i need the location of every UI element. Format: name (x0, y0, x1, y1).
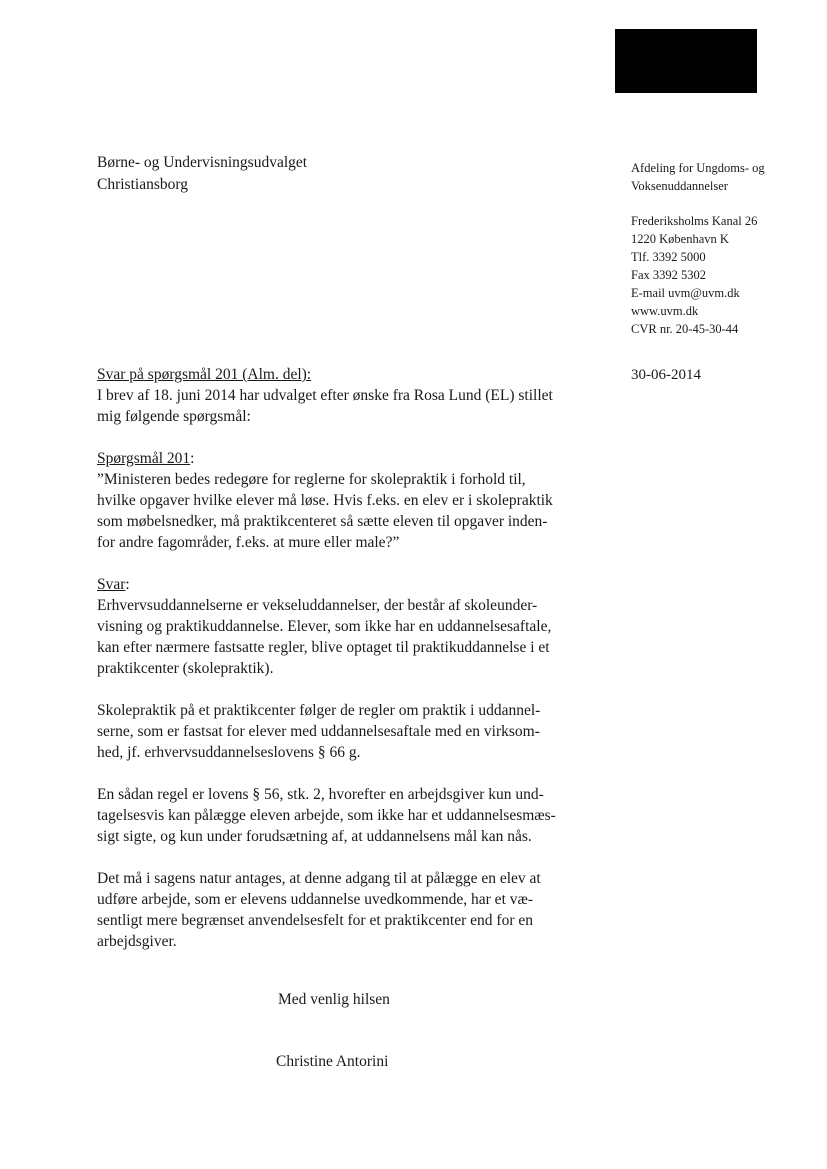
question-label: Spørgsmål 201 (97, 450, 191, 467)
answer-line: serne, som er fastsat for elever med uddannelsesaftale med en virksom- (97, 723, 540, 740)
question-line: for andre fagområder, f.eks. at mure eller male?” (97, 534, 400, 551)
answer-line: tagelsesvis kan pålægge eleven arbejde, som ikke har et uddannelsesmæs- (97, 807, 556, 824)
letter-body (97, 364, 577, 952)
answer-paragraph (97, 868, 577, 952)
answer-paragraph (97, 574, 577, 679)
answer-line: kan efter nærmere fastsatte regler, blive optaget til praktikuddannelse i et (97, 639, 550, 656)
recipient-line: Børne- og Undervisningsudvalget (97, 154, 308, 171)
answer-line: Det må i sagens natur antages, at denne adgang til at pålægge en elev at (97, 870, 541, 887)
answer-line: Erhvervsuddannelserne er vekseluddannelser, der består af skoleunder- (97, 597, 538, 614)
letter-date: 30-06-2014 (631, 367, 701, 383)
answer-line: Skolepraktik på et praktikcenter følger de regler om praktik i uddannel- (97, 702, 541, 719)
sender-department (631, 159, 821, 195)
answer-paragraph (97, 784, 577, 847)
signature-name: Christine Antorini (276, 1053, 389, 1070)
sender-info (631, 159, 821, 338)
answer-label: Svar (97, 576, 126, 593)
sender-web: www.uvm.dk (631, 304, 699, 318)
answer-line: udføre arbejde, som er elevens uddannelse uvedkommende, har et væ- (97, 891, 533, 908)
sender-postal: 1220 København K (631, 232, 729, 246)
answer-line: En sådan regel er lovens § 56, stk. 2, hvorefter en arbejdsgiver kun und- (97, 786, 544, 803)
answer-line: hed, jf. erhvervsuddannelseslovens § 66 g. (97, 744, 361, 761)
recipient-line: Christiansborg (97, 176, 188, 193)
recipient-address (97, 152, 307, 196)
sender-email: E-mail uvm@uvm.dk (631, 286, 740, 300)
question-section (97, 448, 577, 553)
question-line: som møbelsnedker, må praktikcenteret så sætte eleven til opgaver inden- (97, 513, 548, 530)
question-line: hvilke opgaver hvilke elever må løse. Hvis f.eks. en elev er i skolepraktik (97, 492, 553, 509)
sender-phone: Tlf. 3392 5000 (631, 250, 706, 264)
redacted-logo (615, 29, 757, 93)
closing-salutation: Med venlig hilsen (278, 991, 390, 1008)
sender-address: Frederiksholms Kanal 26 (631, 214, 758, 228)
question-line: ”Ministeren bedes redegøre for reglerne for skolepraktik i forhold til, (97, 471, 526, 488)
answer-paragraph (97, 700, 577, 763)
question-label-suffix: : (190, 450, 195, 467)
answer-label-suffix: : (125, 576, 130, 593)
sender-fax: Fax 3392 5302 (631, 268, 706, 282)
subject-heading: Svar på spørgsmål 201 (Alm. del): (97, 366, 312, 383)
intro-line: I brev af 18. juni 2014 har udvalget efter ønske fra Rosa Lund (EL) stillet (97, 387, 553, 404)
answer-line: visning og praktikuddannelse. Elever, som ikke har en uddannelsesaftale, (97, 618, 552, 635)
answer-heading (97, 574, 577, 595)
sender-dept-line: Afdeling for Ungdoms- og (631, 161, 765, 175)
intro-line: mig følgende spørgsmål: (97, 408, 251, 425)
subject-section (97, 364, 577, 427)
answer-line: sentligt mere begrænset anvendelsesfelt for et praktikcenter end for en (97, 912, 533, 929)
answer-line: arbejdsgiver. (97, 933, 177, 950)
answer-line: praktikcenter (skolepraktik). (97, 660, 274, 677)
question-heading (97, 448, 577, 469)
answer-line: sigt sigte, og kun under forudsætning af, at uddannelsens mål kan nås. (97, 828, 532, 845)
sender-dept-line: Voksenuddannelser (631, 179, 728, 193)
sender-cvr: CVR nr. 20-45-30-44 (631, 322, 739, 336)
